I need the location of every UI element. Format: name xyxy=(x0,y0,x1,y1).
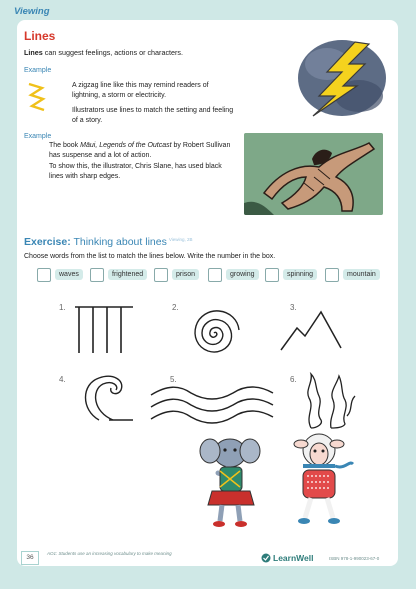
example2-pre: The book xyxy=(49,142,81,149)
exercise-instructions: Choose words from the list to match the lines below. Write the number in the box. xyxy=(24,253,276,260)
learnwell-logo-icon xyxy=(261,553,271,563)
word-spinning: spinning xyxy=(283,269,317,280)
book-title: Māui, Legends of the Outcast xyxy=(80,142,172,149)
intro-bold: Lines xyxy=(24,48,43,57)
zigzag-line-icon xyxy=(26,82,48,112)
section-heading: Lines xyxy=(24,29,56,43)
intro-text xyxy=(24,48,183,57)
exercise-heading xyxy=(24,236,193,248)
answer-box-growing[interactable] xyxy=(208,268,222,282)
exercise-label: Exercise: xyxy=(24,236,71,248)
publisher-logo: LearnWell xyxy=(273,553,314,563)
example-label-2: Example xyxy=(24,133,52,140)
isbn: ISBN 978-1-990023-67-0 xyxy=(329,556,380,561)
example2-paragraph-1 xyxy=(49,141,237,160)
exercise-title: Thinking about lines xyxy=(73,236,167,248)
worksheet-page xyxy=(17,20,398,566)
line-number-1: 1. xyxy=(59,303,66,312)
line-number-6: 6. xyxy=(290,375,297,384)
answer-box-spinning[interactable] xyxy=(265,268,279,282)
word-waves: waves xyxy=(55,269,83,280)
section-tag: Viewing xyxy=(14,6,50,17)
word-frightened: frightened xyxy=(108,269,147,280)
curriculum-note: AO1: Students use an increasing vocabulary to make meaning xyxy=(47,551,172,556)
word-list xyxy=(23,268,395,284)
line-number-2: 2. xyxy=(172,303,179,312)
line-number-5: 5. xyxy=(170,375,177,384)
example-label: Example xyxy=(24,67,52,74)
example2-paragraph-2: To show this, the illustrator, Chris Slane, has used black lines with sharp edges. xyxy=(49,163,222,180)
line-number-4: 4. xyxy=(59,375,66,384)
answer-box-mountain[interactable] xyxy=(325,268,339,282)
wave-curl-lines xyxy=(69,370,139,422)
answer-box-prison[interactable] xyxy=(154,268,168,282)
word-prison: prison xyxy=(172,269,199,280)
page-number: 36 xyxy=(21,551,39,565)
prison-bars-lines xyxy=(73,303,135,355)
mountain-lines xyxy=(279,308,349,352)
waves-lines xyxy=(149,385,275,425)
elephant-character xyxy=(192,435,267,530)
lightning-illustration xyxy=(297,38,387,118)
example1-paragraph-1: A zigzag line like this may remind readers of lightning, a storm or electricity. xyxy=(72,82,209,99)
answer-box-waves[interactable] xyxy=(37,268,51,282)
exercise-reference: Viewing, 2B xyxy=(168,236,193,242)
word-mountain: mountain xyxy=(343,269,380,280)
example2-post: by Robert Sullivan has suspense and a lot of action. xyxy=(49,142,231,159)
intro-rest: can suggest feelings, actions or characters. xyxy=(42,48,184,57)
answer-box-frightened[interactable] xyxy=(90,268,104,282)
spiral-lines xyxy=(185,304,243,362)
sheep-character xyxy=(279,430,359,530)
maui-illustration xyxy=(244,133,383,215)
example1-paragraph-2: Illustrators use lines to match the setting and feeling of a story. xyxy=(72,107,234,124)
line-number-3: 3. xyxy=(290,303,297,312)
word-growing: growing xyxy=(226,269,259,280)
growing-lines xyxy=(303,370,359,430)
